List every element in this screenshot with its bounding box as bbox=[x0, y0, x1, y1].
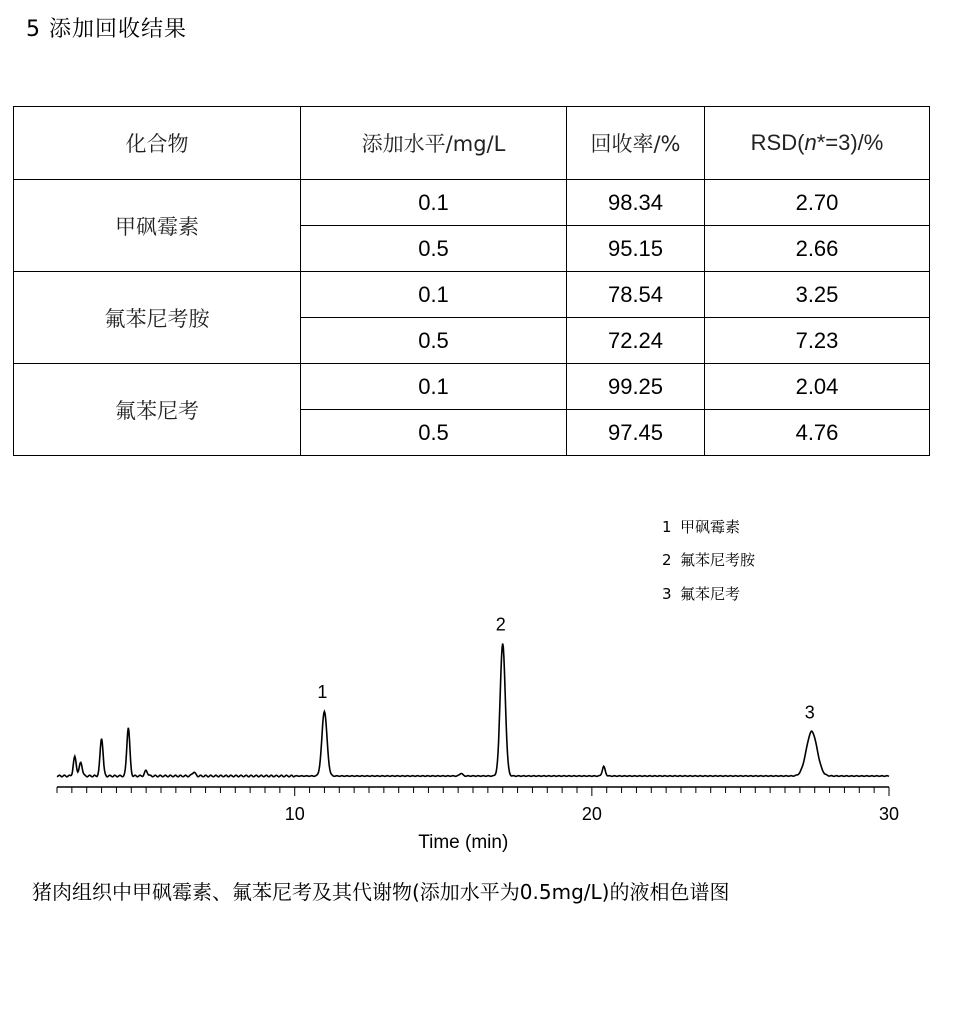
x-axis-label: Time (min) bbox=[418, 832, 509, 853]
legend-label: 甲砜霉素 bbox=[680, 518, 741, 536]
x-tick-label: 30 bbox=[878, 804, 900, 824]
level-cell: 0.5 bbox=[301, 318, 567, 364]
recovery-table bbox=[13, 106, 930, 456]
rsd-cell: 2.66 bbox=[705, 226, 930, 272]
chromatogram-trace bbox=[57, 644, 889, 777]
recovery-cell: 78.54 bbox=[567, 272, 705, 318]
rsd-cell: 7.23 bbox=[705, 318, 930, 364]
header-level-text: 添加水平/mg/L bbox=[361, 132, 506, 156]
header-compound: 化合物 bbox=[14, 107, 301, 180]
header-recovery bbox=[567, 107, 705, 180]
table-header-row bbox=[14, 107, 930, 180]
legend-number: 1 bbox=[662, 518, 672, 536]
recovery-cell: 72.24 bbox=[567, 318, 705, 364]
level-cell: 0.1 bbox=[301, 364, 567, 410]
rsd-cell: 3.25 bbox=[705, 272, 930, 318]
section-heading: 5 添加回收结果 bbox=[26, 17, 187, 42]
peak-label: 1 bbox=[317, 682, 328, 703]
compound-cell: 甲砜霉素 bbox=[14, 180, 301, 272]
header-rsd bbox=[705, 107, 930, 180]
header-recovery-text: 回收率/% bbox=[590, 132, 681, 156]
legend-number: 2 bbox=[662, 551, 672, 569]
peak-label: 2 bbox=[495, 614, 506, 635]
legend-item bbox=[662, 516, 740, 537]
rsd-cell: 2.70 bbox=[705, 180, 930, 226]
level-cell: 0.1 bbox=[301, 180, 567, 226]
x-axis-ticks bbox=[57, 787, 889, 796]
legend-label: 氟苯尼考胺 bbox=[680, 551, 756, 569]
header-rsd-n: n bbox=[804, 130, 817, 155]
figure-caption: 猪肉组织中甲砜霉素、氟苯尼考及其代谢物(添加水平为0.5mg/L)的液相色谱图 bbox=[32, 880, 730, 904]
peak-label: 3 bbox=[804, 702, 815, 723]
table-row bbox=[14, 180, 930, 226]
chromatogram-chart bbox=[0, 600, 958, 865]
level-cell: 0.5 bbox=[301, 410, 567, 456]
table-row bbox=[14, 272, 930, 318]
rsd-cell: 2.04 bbox=[705, 364, 930, 410]
header-level bbox=[301, 107, 567, 180]
compound-cell: 氟苯尼考胺 bbox=[14, 272, 301, 364]
legend-number: 3 bbox=[662, 585, 672, 603]
x-axis-tick-labels bbox=[285, 804, 899, 824]
recovery-cell: 95.15 bbox=[567, 226, 705, 272]
level-cell: 0.5 bbox=[301, 226, 567, 272]
peak-labels bbox=[317, 615, 814, 723]
level-cell: 0.1 bbox=[301, 272, 567, 318]
rsd-cell: 4.76 bbox=[705, 410, 930, 456]
recovery-cell: 99.25 bbox=[567, 364, 705, 410]
x-tick-label: 20 bbox=[581, 804, 602, 824]
recovery-cell: 98.34 bbox=[567, 180, 705, 226]
legend-label: 氟苯尼考 bbox=[680, 585, 741, 603]
recovery-cell: 97.45 bbox=[567, 410, 705, 456]
x-tick-label: 10 bbox=[284, 804, 305, 824]
header-rsd-prefix: RSD( bbox=[750, 130, 805, 155]
compound-cell: 氟苯尼考 bbox=[14, 364, 301, 456]
header-rsd-suffix: *=3)/% bbox=[816, 130, 884, 155]
legend-item bbox=[662, 549, 755, 570]
table-row bbox=[14, 364, 930, 410]
